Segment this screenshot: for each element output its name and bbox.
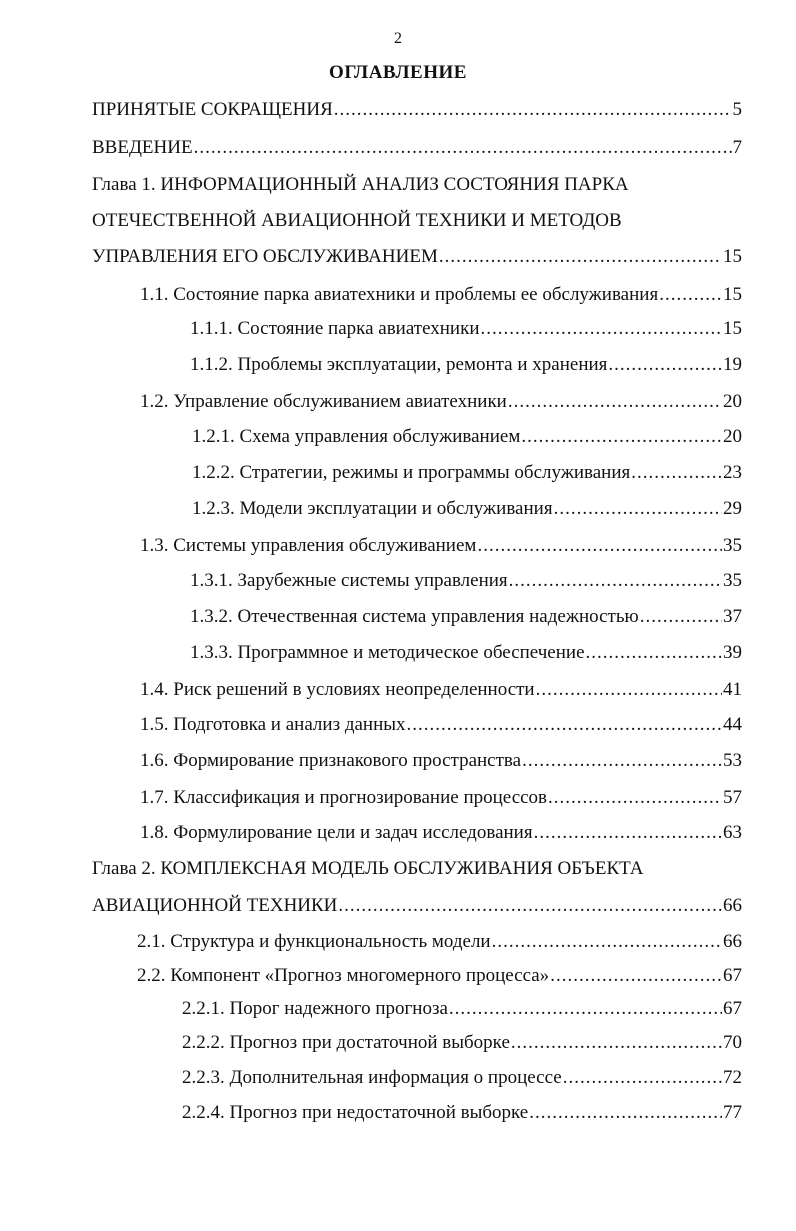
toc-leader-dots (511, 1031, 722, 1055)
toc-leader-dots (534, 821, 722, 845)
toc-entry-label: 1.6. Формирование признакового пространства (140, 750, 522, 771)
toc-leader-dots (554, 497, 722, 521)
toc-entry-page: 63 (723, 822, 742, 843)
toc-entry-1-8[interactable] (140, 821, 742, 845)
toc-entry-page: 66 (723, 895, 742, 916)
toc-entry-1-2-3[interactable] (192, 497, 742, 521)
toc-entry-label: АВИАЦИОННОЙ ТЕХНИКИ (92, 895, 338, 916)
toc-entry-label: 1.1. Состояние парка авиатехники и проблемы ее обслуживания (140, 284, 659, 305)
toc-leader-dots (608, 353, 722, 377)
toc-entry-label: 1.3.1. Зарубежные системы управления (190, 570, 508, 591)
toc-entry-page: 29 (723, 498, 742, 519)
toc-entry-page: 20 (723, 426, 742, 447)
toc-leader-dots (338, 894, 722, 918)
toc-entry-page: 67 (723, 965, 742, 986)
toc-entry-1-1-1[interactable] (190, 317, 742, 341)
toc-entry-label: 1.2.1. Схема управления обслуживанием (192, 426, 521, 447)
toc-entry-label: 2.2.4. Прогноз при недостаточной выборке (182, 1102, 529, 1123)
toc-entry-1-1[interactable] (140, 283, 742, 307)
page-title: ОГЛАВЛЕНИЕ (329, 62, 467, 83)
toc-entry-2-2-2[interactable] (182, 1031, 742, 1055)
toc-entry-1-3-1[interactable] (190, 569, 742, 593)
toc-entry-page: 57 (723, 787, 742, 808)
toc-entry-page: 35 (723, 535, 742, 556)
toc-leader-dots (521, 425, 722, 449)
toc-entry-label: 1.5. Подготовка и анализ данных (140, 714, 406, 735)
toc-entry-page: 35 (723, 570, 742, 591)
toc-entry-1-7[interactable] (140, 786, 742, 810)
toc-leader-dots (548, 786, 722, 810)
toc-entry-1-6[interactable] (140, 749, 742, 773)
toc-entry-page: 77 (723, 1102, 742, 1123)
toc-leader-dots (508, 390, 722, 414)
toc-entry-page: 19 (723, 354, 742, 375)
toc-leader-dots (334, 98, 732, 122)
toc-entry-label: 1.2. Управление обслуживанием авиатехники (140, 391, 507, 412)
toc-entry-page: 66 (723, 931, 742, 952)
toc-leader-dots (481, 317, 723, 341)
toc-entry-1-3-3[interactable] (190, 641, 742, 665)
toc-entry-2-2-1[interactable] (182, 997, 742, 1021)
toc-entry-page: 15 (723, 318, 742, 339)
toc-entry-1-2-1[interactable] (192, 425, 742, 449)
toc-entry-label: 1.4. Риск решений в условиях неопределенности (140, 679, 535, 700)
toc-entry-chapter-2[interactable] (92, 894, 742, 918)
toc-leader-dots (449, 997, 722, 1021)
toc-entry-page: 15 (723, 246, 742, 267)
toc-entry-label: 1.2.3. Модели эксплуатации и обслуживания (192, 498, 553, 519)
toc-leader-dots (407, 713, 722, 737)
toc-leader-dots (640, 605, 722, 629)
toc-entry-label: 1.3.3. Программное и методическое обеспечение (190, 642, 585, 663)
toc-entry-page: 20 (723, 391, 742, 412)
toc-entry-page: 37 (723, 606, 742, 627)
toc-leader-dots (522, 749, 722, 773)
toc-entry-1-2[interactable] (140, 390, 742, 414)
toc-entry-2-1[interactable] (137, 930, 742, 954)
toc-entry-page: 7 (732, 137, 742, 158)
chapter-2-heading-line-1: Глава 2. КОМПЛЕКСНАЯ МОДЕЛЬ ОБСЛУЖИВАНИЯ ОБЪЕКТА (92, 858, 644, 879)
toc-entry-page: 23 (723, 462, 742, 483)
toc-entry-1-2-2[interactable] (192, 461, 742, 485)
toc-entry-label: 1.2.2. Стратегии, режимы и программы обслуживания (192, 462, 631, 483)
toc-entry-page: 5 (732, 99, 742, 120)
toc-leader-dots (194, 136, 732, 160)
toc-entry-label: 2.2.3. Дополнительная информация о процессе (182, 1067, 562, 1088)
toc-entry-1-3-2[interactable] (190, 605, 742, 629)
toc-entry-page: 53 (723, 750, 742, 771)
toc-entry-2-2-3[interactable] (182, 1066, 742, 1090)
toc-entry-label: ПРИНЯТЫЕ СОКРАЩЕНИЯ (92, 99, 333, 120)
toc-entry-label: 1.3.2. Отечественная система управления надежностью (190, 606, 639, 627)
toc-entry-1-3[interactable] (140, 534, 742, 558)
toc-entry-page: 67 (723, 998, 742, 1019)
toc-leader-dots (477, 534, 722, 558)
toc-entry-page: 39 (723, 642, 742, 663)
toc-leader-dots (563, 1066, 722, 1090)
toc-entry-1-1-2[interactable] (190, 353, 742, 377)
toc-entry-1-5[interactable] (140, 713, 742, 737)
toc-leader-dots (529, 1101, 722, 1125)
toc-entry-label: ВВЕДЕНИЕ (92, 137, 193, 158)
toc-entry-introduction[interactable] (92, 136, 742, 160)
toc-entry-abbreviations[interactable] (92, 98, 742, 122)
toc-entry-chapter-1[interactable] (92, 245, 742, 269)
toc-leader-dots (659, 283, 722, 307)
toc-leader-dots (536, 678, 722, 702)
toc-entry-2-2[interactable] (137, 964, 742, 988)
toc-entry-2-2-4[interactable] (182, 1101, 742, 1125)
chapter-1-heading-line-2: ОТЕЧЕСТВЕННОЙ АВИАЦИОННОЙ ТЕХНИКИ И МЕТОДОВ (92, 210, 622, 231)
toc-entry-label: 1.1.1. Состояние парка авиатехники (190, 318, 480, 339)
page-number: 2 (394, 30, 402, 47)
toc-leader-dots (509, 569, 722, 593)
toc-entry-label: 2.2.2. Прогноз при достаточной выборке (182, 1032, 510, 1053)
toc-leader-dots (586, 641, 722, 665)
toc-entry-label: 2.2. Компонент «Прогноз многомерного процесса» (137, 965, 550, 986)
toc-leader-dots (492, 930, 722, 954)
chapter-1-heading-line-1: Глава 1. ИНФОРМАЦИОННЫЙ АНАЛИЗ СОСТОЯНИЯ ПАРКА (92, 174, 629, 195)
toc-entry-label: 1.7. Классификация и прогнозирование процессов (140, 787, 548, 808)
toc-entry-label: УПРАВЛЕНИЯ ЕГО ОБСЛУЖИВАНИЕМ (92, 246, 438, 267)
toc-entry-label: 1.1.2. Проблемы эксплуатации, ремонта и хранения (190, 354, 608, 375)
toc-entry-page: 15 (723, 284, 742, 305)
toc-entry-label: 2.2.1. Порог надежного прогноза (182, 998, 448, 1019)
toc-entry-page: 72 (723, 1067, 742, 1088)
toc-leader-dots (631, 461, 722, 485)
toc-entry-page: 41 (723, 679, 742, 700)
toc-entry-page: 44 (723, 714, 742, 735)
toc-entry-label: 1.8. Формулирование цели и задач исследования (140, 822, 533, 843)
toc-leader-dots (439, 245, 722, 269)
toc-entry-page: 70 (723, 1032, 742, 1053)
toc-leader-dots (550, 964, 722, 988)
toc-entry-1-4[interactable] (140, 678, 742, 702)
toc-entry-label: 1.3. Системы управления обслуживанием (140, 535, 477, 556)
toc-entry-label: 2.1. Структура и функциональность модели (137, 931, 491, 952)
